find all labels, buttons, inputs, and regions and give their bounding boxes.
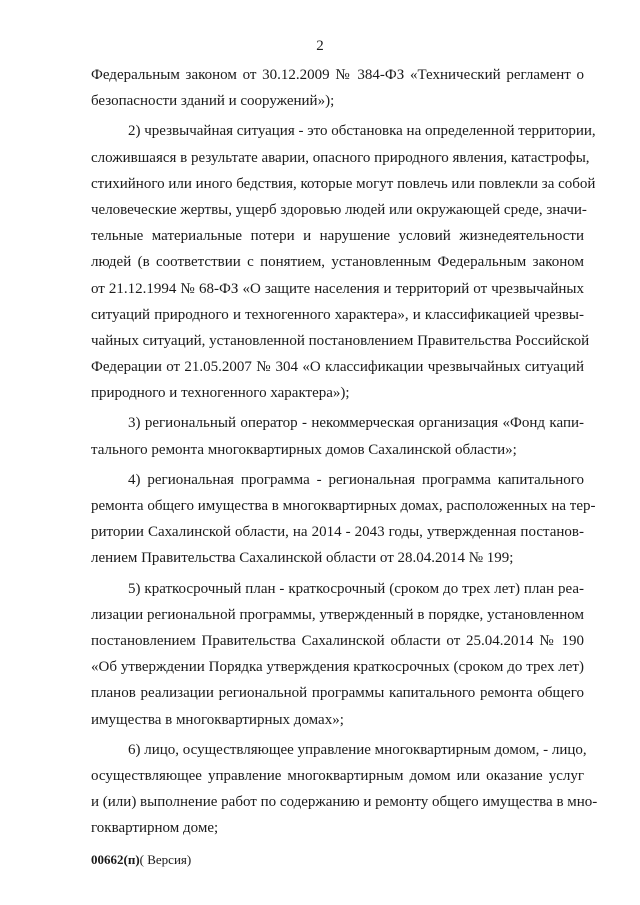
paragraph-continuation [91, 62, 584, 114]
version-label: ( Версия) [139, 852, 192, 867]
document-footer [91, 852, 191, 868]
text-line: лением Правительства Сахалинской области от 28.04.2014 № 199; [91, 550, 514, 567]
text-line: ритории Сахалинской области, на 2014 - 2043 годы, утвержденная постанов- [91, 524, 584, 541]
text-line: 5) краткосрочный план - краткосрочный (сроком до трех лет) план реа- [128, 580, 584, 597]
text-line: тального ремонта многоквартирных домов Сахалинской области»; [91, 441, 517, 458]
text-line: природного и техногенного характера»); [91, 385, 350, 402]
text-line: Федеральным законом от 30.12.2009 № 384-ФЗ «Технический регламент о [91, 67, 584, 83]
page-number: 2 [316, 38, 324, 54]
text-line: лизации региональной программы, утвержденный в порядке, установленном [91, 606, 584, 623]
text-line: «Об утверждении Порядка утверждения краткосрочных (сроком до трех лет) [91, 659, 584, 676]
text-line: чайных ситуаций, установленной постановлением Правительства Российской [91, 332, 590, 349]
text-line: безопасности зданий и сооружений»); [91, 93, 335, 110]
document-body [91, 62, 598, 841]
text-line: от 21.12.1994 № 68-ФЗ «О защите населения и территорий от чрезвычайных [91, 280, 584, 297]
text-line: 6) лицо, осуществляющее управление многоквартирным домом, - лицо, [128, 741, 587, 758]
paragraph-item-5 [91, 576, 584, 733]
text-line: ремонта общего имущества в многоквартирных домах, расположенных на тер- [91, 498, 596, 514]
paragraph-item-2 [91, 118, 596, 406]
text-line: 2) чрезвычайная ситуация - это обстановка на определенной территории, [128, 123, 596, 140]
text-line: людей (в соответствии с понятием, установленным Федеральным законом [91, 254, 584, 271]
paragraph-item-6 [91, 737, 598, 842]
text-line: гоквартирном доме; [91, 820, 219, 837]
text-line: имущества в многоквартирных домах»; [91, 711, 344, 728]
document-code: 00662(п) [91, 852, 140, 867]
text-line: сложившаяся в результате аварии, опасного природного явления, катастрофы, [91, 149, 590, 166]
text-line: тельные материальные потери и нарушение условий жизнедеятельности [91, 228, 584, 245]
text-line: планов реализации региональной программы капитального ремонта общего [91, 685, 584, 702]
text-line: ситуаций природного и техногенного характера», и классификацией чрезвы- [91, 306, 584, 323]
text-line: человеческие жертвы, ущерб здоровью людей или окружающей среде, значи- [91, 201, 587, 218]
text-line: постановлением Правительства Сахалинской области от 25.04.2014 № 190 [91, 632, 584, 649]
paragraph-item-4 [91, 467, 596, 572]
text-line: Федерации от 21.05.2007 № 304 «О классификации чрезвычайных ситуаций [91, 359, 584, 376]
paragraph-item-3 [91, 410, 584, 462]
text-line: стихийного или иного бедствия, которые могут повлечь или повлекли за собой [91, 175, 596, 192]
text-line: 3) региональный оператор - некоммерческая организация «Фонд капи- [128, 415, 584, 432]
text-line: и (или) выполнение работ по содержанию и ремонту общего имущества в мно- [91, 794, 598, 811]
text-line: 4) региональная программа - региональная программа капитального [128, 471, 584, 488]
text-line: осуществляющее управление многоквартирным домом или оказание услуг [91, 767, 584, 784]
